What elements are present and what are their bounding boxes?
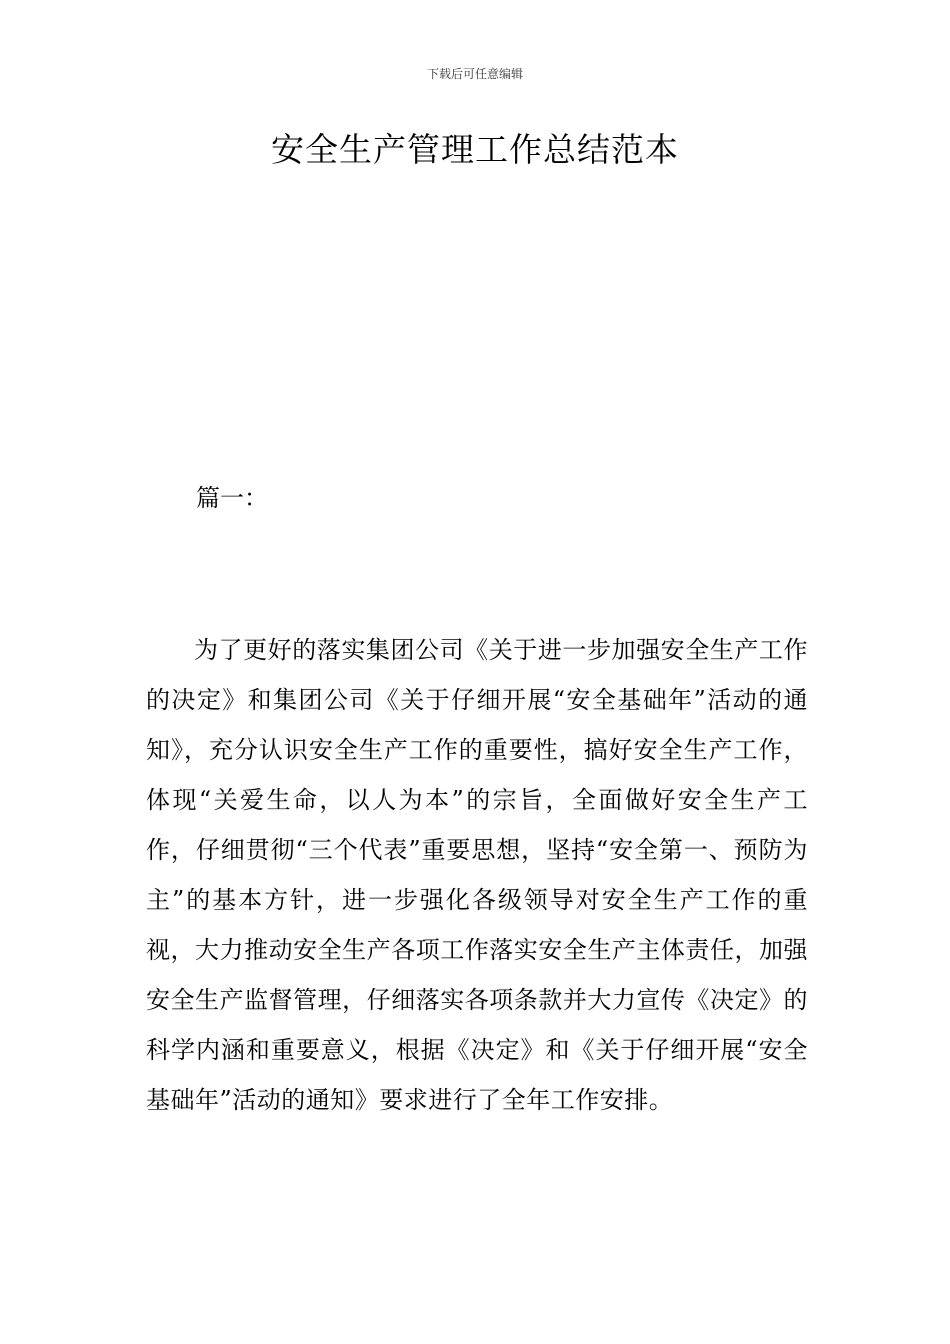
body-paragraph: 为了更好的落实集团公司《关于进一步加强安全生产工作的决定》和集团公司《关于仔细开展“安全基础年”活动的通知》，充分认识安全生产工作的重要性，搞好安全生产工作，体现“关爱生命，以人为本”的宗旨，全面做好安全生产工作，仔细贯彻“三个代表”重要思想，坚持“安全第一、预防为主”的基本方针，进一步强化各级领导对安全生产工作的重视，大力推动安全生产各项工作落实安全生产主体责任，加强安全生产监督管理，仔细落实各项条款并大力宣传《决定》的科学内涵和重要意义，根据《决定》和《关于仔细开展“安全基础年”活动的通知》要求进行了全年工作安排。: [146, 636, 808, 1114]
header-note: 下载后可任意编辑: [426, 67, 523, 81]
section-label: 篇一：: [196, 484, 268, 512]
document-title: 安全生产管理工作总结范本: [271, 130, 679, 169]
